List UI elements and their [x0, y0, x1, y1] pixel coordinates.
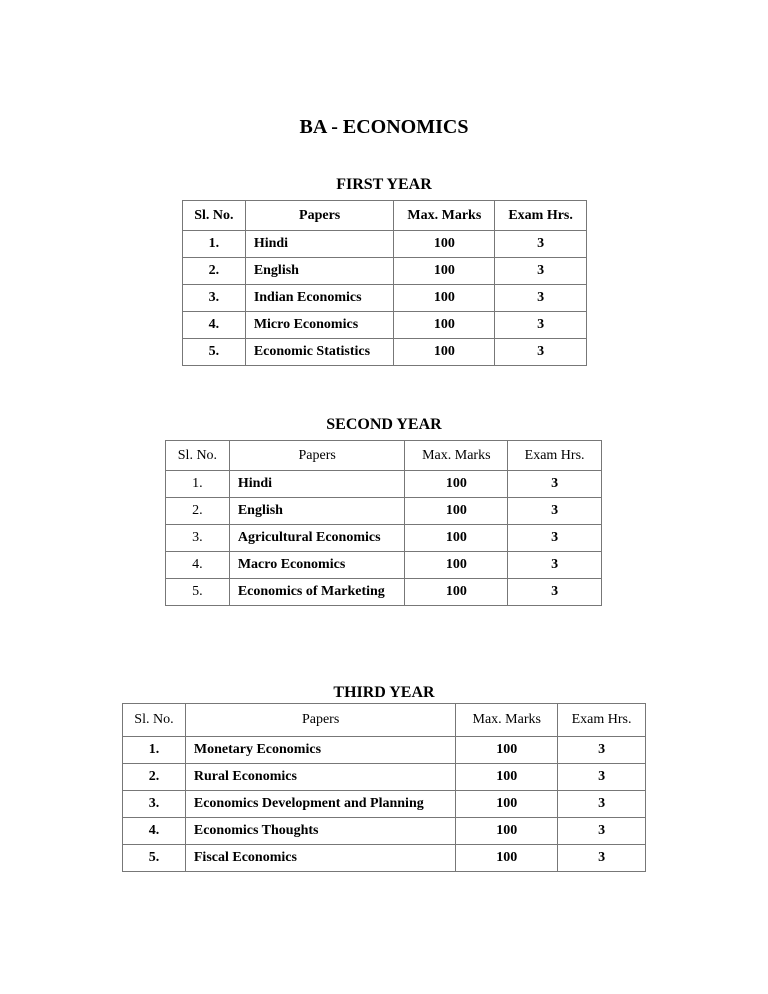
hrs-cell: 3 [508, 525, 602, 552]
paper-cell: Micro Economics [245, 312, 394, 339]
paper-cell: English [229, 498, 405, 525]
header-sl-no: Sl. No. [183, 201, 246, 231]
table-row [166, 471, 602, 498]
table-row [123, 791, 646, 818]
table-row [166, 579, 602, 606]
document-title: BA - ECONOMICS [299, 116, 469, 138]
table-row [183, 258, 587, 285]
sl-cell: 5. [183, 339, 246, 366]
header-max-marks: Max. Marks [405, 441, 508, 471]
header-papers: Papers [185, 704, 455, 737]
hrs-cell: 3 [558, 791, 646, 818]
hrs-cell: 3 [508, 498, 602, 525]
table-row [166, 552, 602, 579]
table-row [183, 285, 587, 312]
marks-cell: 100 [405, 471, 508, 498]
sl-cell: 5. [166, 579, 230, 606]
table-row [123, 818, 646, 845]
hrs-cell: 3 [558, 737, 646, 764]
hrs-cell: 3 [558, 818, 646, 845]
hrs-cell: 3 [508, 579, 602, 606]
sl-cell: 3. [166, 525, 230, 552]
table-row [183, 312, 587, 339]
marks-cell: 100 [405, 552, 508, 579]
paper-cell: Economics Thoughts [185, 818, 455, 845]
header-max-marks: Max. Marks [394, 201, 495, 231]
header-exam-hrs: Exam Hrs. [508, 441, 602, 471]
paper-cell: Economics of Marketing [229, 579, 405, 606]
hrs-cell: 3 [495, 258, 587, 285]
header-sl-no: Sl. No. [123, 704, 186, 737]
third-year-table [122, 703, 646, 872]
sl-cell: 5. [123, 845, 186, 872]
hrs-cell: 3 [495, 231, 587, 258]
header-exam-hrs: Exam Hrs. [558, 704, 646, 737]
hrs-cell: 3 [495, 312, 587, 339]
table-header-row [166, 441, 602, 471]
table-row [183, 339, 587, 366]
third-year-heading: THIRD YEAR [333, 684, 435, 701]
header-max-marks: Max. Marks [456, 704, 558, 737]
second-year-table [165, 440, 602, 606]
marks-cell: 100 [405, 498, 508, 525]
header-exam-hrs: Exam Hrs. [495, 201, 587, 231]
sl-cell: 4. [123, 818, 186, 845]
sl-cell: 2. [123, 764, 186, 791]
paper-cell: Fiscal Economics [185, 845, 455, 872]
sl-cell: 3. [123, 791, 186, 818]
table-header-row [123, 704, 646, 737]
first-year-table [182, 200, 587, 366]
hrs-cell: 3 [508, 552, 602, 579]
marks-cell: 100 [394, 231, 495, 258]
first-year-heading: FIRST YEAR [336, 176, 432, 193]
sl-cell: 4. [183, 312, 246, 339]
paper-cell: Monetary Economics [185, 737, 455, 764]
paper-cell: Rural Economics [185, 764, 455, 791]
marks-cell: 100 [456, 791, 558, 818]
hrs-cell: 3 [558, 764, 646, 791]
sl-cell: 2. [166, 498, 230, 525]
table-header-row [183, 201, 587, 231]
marks-cell: 100 [405, 525, 508, 552]
marks-cell: 100 [394, 312, 495, 339]
table-row [166, 498, 602, 525]
marks-cell: 100 [456, 737, 558, 764]
header-papers: Papers [229, 441, 405, 471]
paper-cell: Agricultural Economics [229, 525, 405, 552]
marks-cell: 100 [456, 818, 558, 845]
hrs-cell: 3 [495, 339, 587, 366]
paper-cell: Indian Economics [245, 285, 394, 312]
marks-cell: 100 [456, 764, 558, 791]
paper-cell: Economics Development and Planning [185, 791, 455, 818]
header-papers: Papers [245, 201, 394, 231]
sl-cell: 4. [166, 552, 230, 579]
paper-cell: Hindi [245, 231, 394, 258]
sl-cell: 2. [183, 258, 246, 285]
header-sl-no: Sl. No. [166, 441, 230, 471]
sl-cell: 1. [183, 231, 246, 258]
sl-cell: 1. [123, 737, 186, 764]
table-row [123, 764, 646, 791]
paper-cell: English [245, 258, 394, 285]
marks-cell: 100 [394, 339, 495, 366]
table-row [123, 737, 646, 764]
marks-cell: 100 [405, 579, 508, 606]
second-year-heading: SECOND YEAR [326, 416, 442, 433]
marks-cell: 100 [394, 285, 495, 312]
paper-cell: Hindi [229, 471, 405, 498]
marks-cell: 100 [394, 258, 495, 285]
paper-cell: Economic Statistics [245, 339, 394, 366]
table-row [123, 845, 646, 872]
hrs-cell: 3 [495, 285, 587, 312]
paper-cell: Macro Economics [229, 552, 405, 579]
sl-cell: 1. [166, 471, 230, 498]
table-row [183, 231, 587, 258]
sl-cell: 3. [183, 285, 246, 312]
table-row [166, 525, 602, 552]
hrs-cell: 3 [508, 471, 602, 498]
hrs-cell: 3 [558, 845, 646, 872]
marks-cell: 100 [456, 845, 558, 872]
